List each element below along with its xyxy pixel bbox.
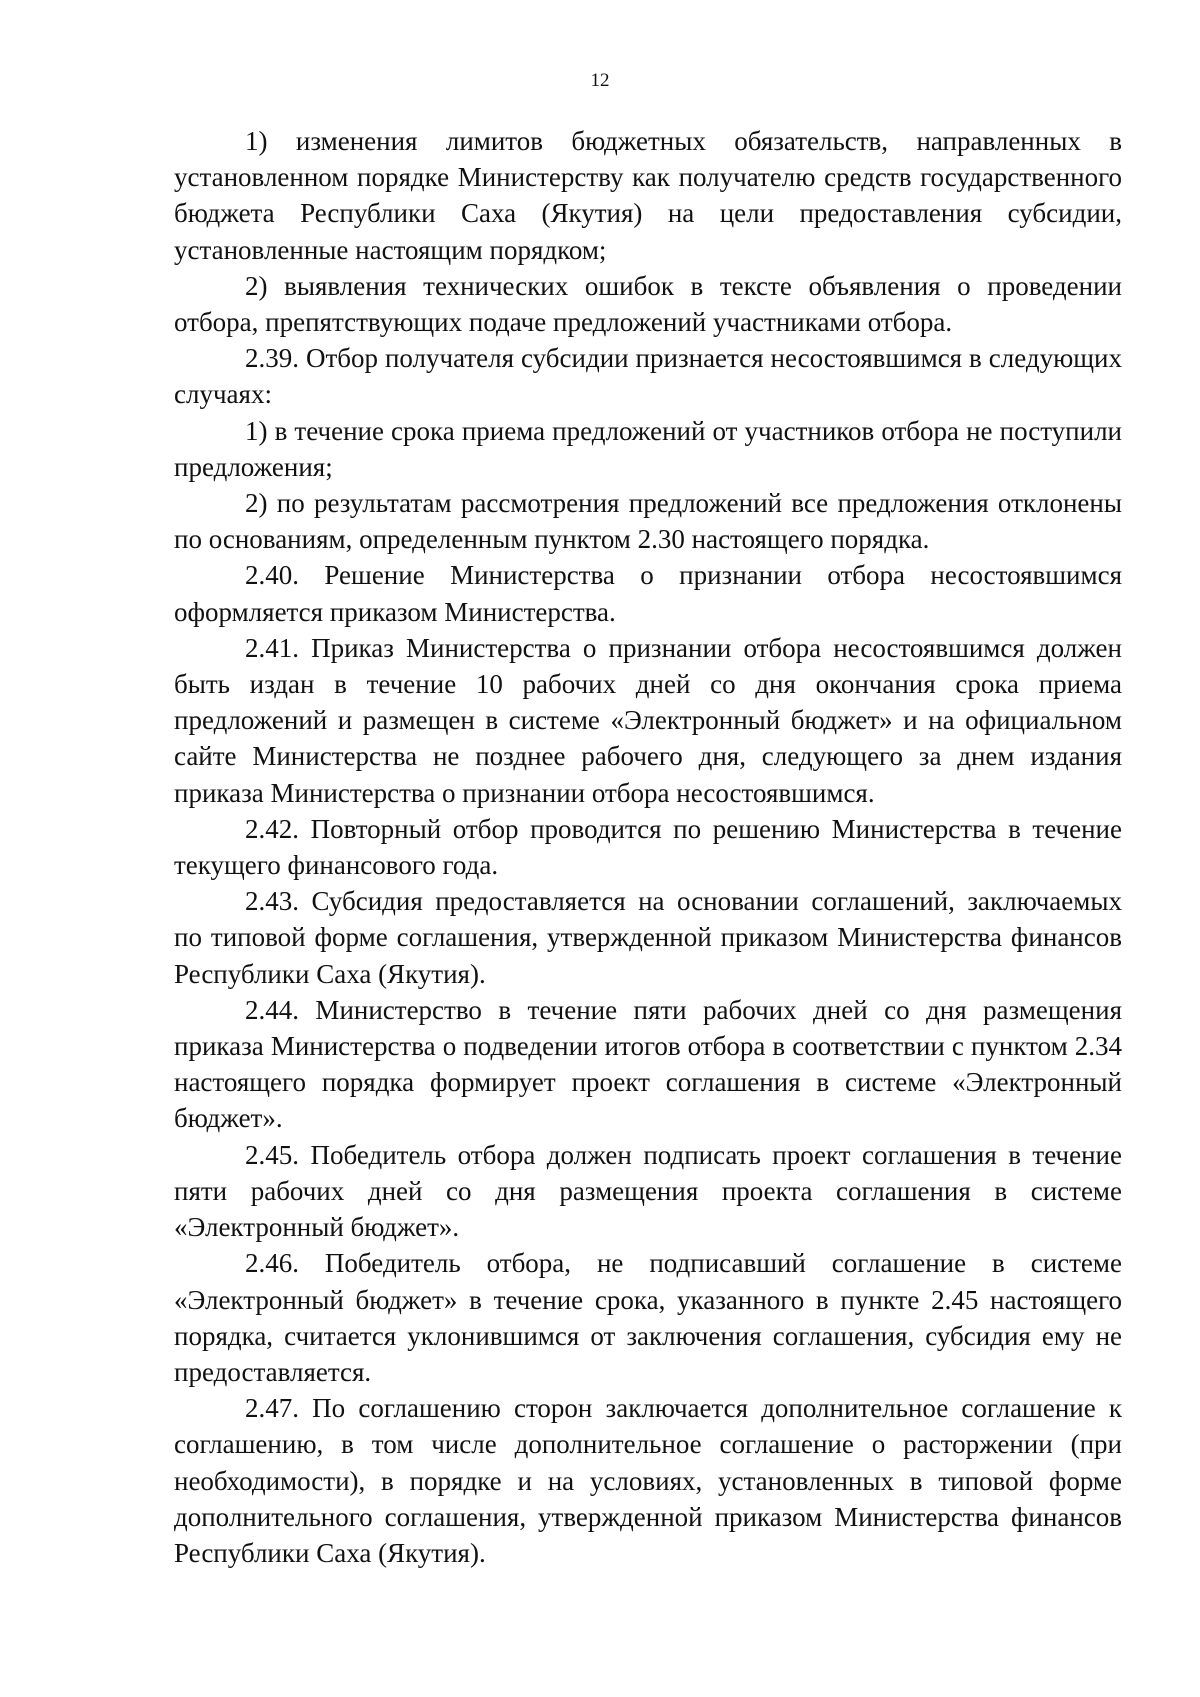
paragraph-2-47: 2.47. По соглашению сторон заключается дополнительное соглашение к соглашению, в том числе дополнительное соглашение о расторжении (при необходимости), в порядке и на условиях, установленных в типовой форме дополнительного соглашения, утвержденной приказом Министерства финансов Республики Саха (Якутия).: [174, 1393, 1122, 1568]
paragraph-2-39: 2.39. Отбор получателя субсидии признается несостоявшимся в следующих случаях:: [174, 343, 1122, 410]
paragraph-2-39-item-1: 1) в течение срока приема предложений от участников отбора не поступили предложения;: [174, 415, 1122, 482]
page-number: 12: [590, 70, 610, 91]
paragraph-2: 2) выявления технических ошибок в тексте объявления о проведении отбора, препятствующих подаче предложений участниками отбора.: [174, 270, 1122, 338]
paragraph-2-43: 2.43. Субсидия предоставляется на основании соглашений, заключаемых по типовой форме соглашения, утвержденной приказом Министерства финансов Республики Саха (Якутия).: [174, 886, 1122, 989]
paragraph-1: 1) изменения лимитов бюджетных обязательств, направленных в установленном порядке Министерству как получателю средств государственного бюджета Республики Саха (Якутия) на цели предоставления субсидии, установленные настоящим порядком;: [174, 126, 1122, 265]
paragraph-2-40: 2.40. Решение Министерства о признании отбора несостоявшимся оформляется приказом Министерства.: [174, 560, 1122, 627]
paragraph-2-42: 2.42. Повторный отбор проводится по решению Министерства в течение текущего финансового года.: [174, 813, 1122, 881]
paragraph-2-41: 2.41. Приказ Министерства о признании отбора несостоявшимся должен быть издан в течение 10 рабочих дней со дня окончания срока приема предложений и размещен в системе «Электронный бюджет» и на официальном сайте Министерства не позднее рабочего дня, следующего за днем издания приказа Министерства о признании отбора несостоявшимся.: [174, 632, 1122, 808]
paragraph-2-39-item-2: 2) по результатам рассмотрения предложений все предложения отклонены по основаниям, определенным пунктом 2.30 настоящего порядка.: [174, 488, 1122, 555]
paragraph-2-45: 2.45. Победитель отбора должен подписать проект соглашения в течение пяти рабочих дней со дня размещения проекта соглашения в системе «Электронный бюджет».: [174, 1139, 1122, 1243]
document-body: [174, 123, 1122, 1571]
paragraph-2-46: 2.46. Победитель отбора, не подписавший соглашение в системе «Электронный бюджет» в течение срока, указанного в пункте 2.45 настоящего порядка, считается уклонившимся от заключения соглашения, субсидия ему не предоставляется.: [174, 1248, 1122, 1387]
paragraph-2-44: 2.44. Министерство в течение пяти рабочих дней со дня размещения приказа Министерства о подведении итогов отбора в соответствии с пунктом 2.34 настоящего порядка формирует проект соглашения в системе «Электронный бюджет».: [174, 994, 1122, 1134]
